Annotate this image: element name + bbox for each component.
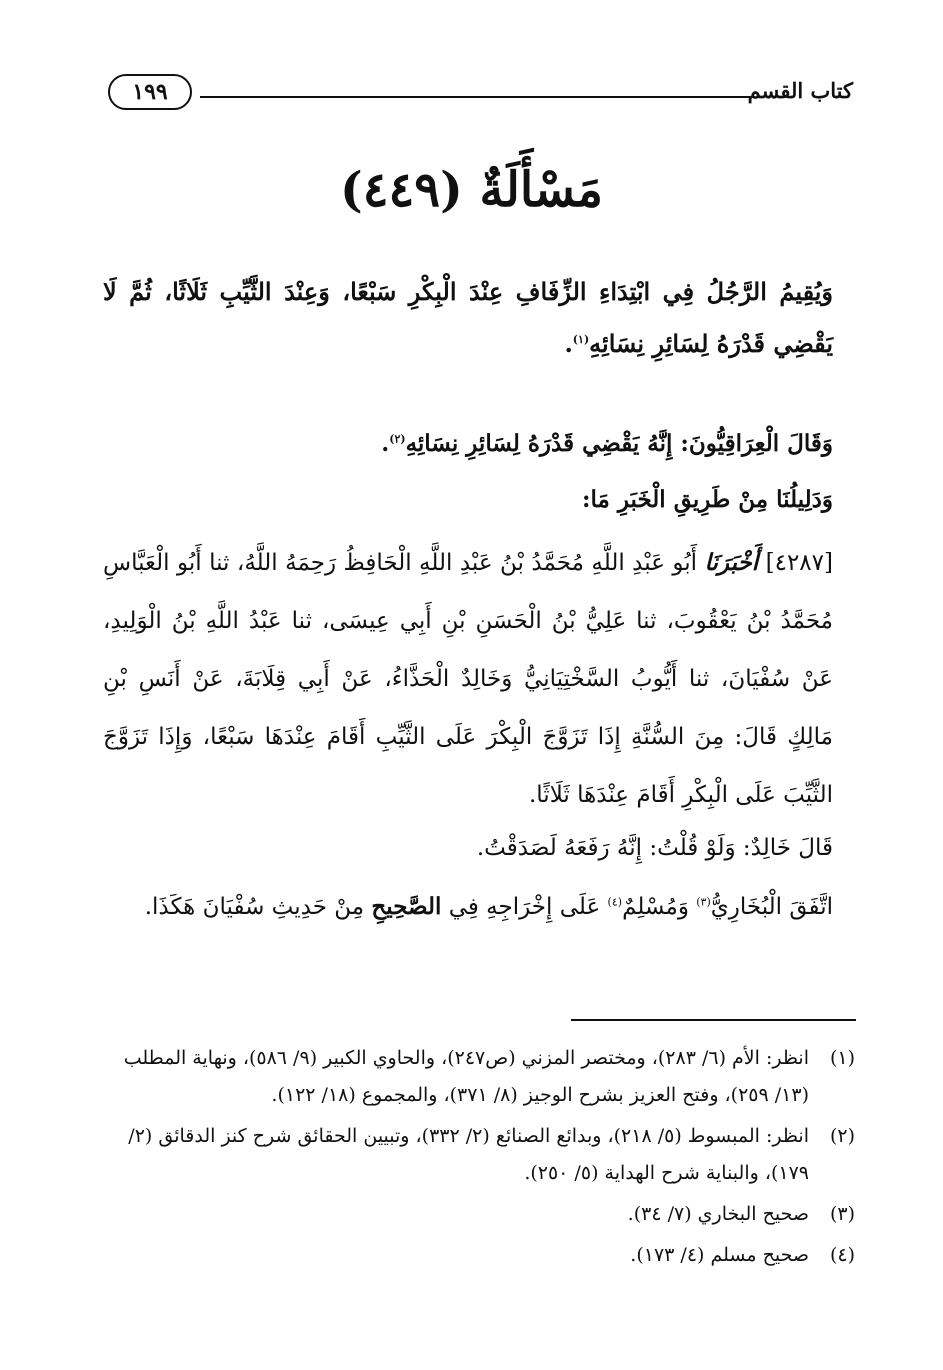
footnote-number: (٤) — [829, 1244, 855, 1266]
footnote — [115, 1237, 855, 1274]
footnote-number: (٢) — [829, 1125, 855, 1147]
footnote — [115, 1040, 855, 1114]
footnote-text: صحيح مسلم (٤/ ١٧٣). — [630, 1244, 809, 1266]
footnote-ref-2: (٢) — [389, 432, 406, 446]
footnote-text: انظر: الأم (٦/ ٢٨٣)، ومختصر المزني (ص٢٤٧)، والحاوي الكبير (٩/ ٥٨٦)، ونهاية المطلب (١٣/ ٢٥٩)، وفتح العزيز بشرح الوجيز (٨/ ٣٧١)، والمجموع (١٨/ ١٢٢). — [123, 1047, 809, 1106]
iraqi-opinion — [103, 418, 833, 470]
iraqi-text: وَقَالَ الْعِرَاقِيُّونَ: إِنَّهُ يَقْضِي قَدْرَهُ لِسَائِرِ نِسَائِهِ — [405, 430, 833, 457]
hadith-paragraph — [103, 534, 833, 824]
sahih-word: الصَّحِيحِ — [371, 893, 442, 920]
agreement-part-2: وَمُسْلِمٌ — [622, 894, 697, 920]
book-title: كتاب القسم — [747, 78, 853, 103]
issue-statement — [103, 266, 833, 370]
footnote-text: صحيح البخاري (٧/ ٣٤). — [627, 1203, 809, 1225]
footnote-ref-3: (٣) — [696, 895, 711, 909]
agreement-statement — [103, 876, 833, 938]
footnote — [115, 1196, 855, 1233]
evidence-intro: وَدَلِيلُنَا مِنْ طَرِيقِ الْخَبَرِ مَا: — [582, 486, 833, 513]
hadith-lead: أَخْبَرَنَا — [704, 549, 759, 576]
hadith-number: [٤٢٨٧] — [765, 550, 833, 576]
footnote-ref-4: (٤) — [607, 895, 623, 909]
agreement-part-1: اتَّفَقَ الْبُخَارِيُّ — [710, 894, 833, 920]
issue-title: مَسْأَلَةٌ (٤٤٩) — [340, 162, 603, 218]
agreement-part-3: عَلَى إِخْرَاجِهِ فِي — [441, 894, 608, 920]
page-header — [108, 72, 853, 120]
footnote-number: (١) — [829, 1047, 855, 1069]
issue-end: . — [564, 329, 573, 358]
khalid-statement: قَالَ خَالِدٌ: وَلَوْ قُلْتُ: إِنَّهُ رَفَعَهُ لَصَدَقْتُ. — [476, 835, 833, 861]
footnotes — [115, 1040, 855, 1278]
footnote-text: انظر: المبسوط (٥/ ٢١٨)، وبدائع الصنائع (٢/ ٣٣٢)، وتبيين الحقائق شرح كنز الدقائق (٢/ ١٧٩)، والبناية شرح الهداية (٥/ ٢٥٠). — [128, 1125, 809, 1184]
page-number: ١٩٩ — [108, 74, 192, 110]
footnote-ref-1: (١) — [572, 333, 590, 346]
hadith-text: أَبُو عَبْدِ اللَّهِ مُحَمَّدُ بْنُ عَبْدِ اللَّهِ الْحَافِظُ رَحِمَهُ اللَّهُ، ثنا أَبُو الْعَبَّاسِ مُحَمَّدُ بْنُ يَعْقُوبَ، ثنا عَلِيُّ بْنُ الْحَسَنِ بْنِ أَبِي عِيسَى، ثنا عَبْدُ اللَّهِ بْنُ الْوَلِيدِ، عَنْ سُفْيَانَ، ثنا أَيُّوبُ السَّخْتِيَانِيُّ وَخَالِدٌ الْحَذَّاءُ، عَنْ أَبِي قِلَابَةَ، عَنْ أَنَسِ بْنِ مَالِكٍ قَالَ: مِنَ السُّنَّةِ إِذَا تَزَوَّجَ الْبِكْرَ عَلَى الثَّيِّبِ أَقَامَ عِنْدَهَا سَبْعًا، وَإِذَا تَزَوَّجَ الثَّيِّبَ عَلَى الْبِكْرِ أَقَامَ عِنْدَهَا ثَلَاثًا. — [103, 550, 833, 808]
issue-text: وَيُقِيمُ الرَّجُلُ فِي ابْتِدَاءِ الزِّفَافِ عِنْدَ الْبِكْرِ سَبْعًا، وَعِنْدَ الثَّيِّبِ ثَلَاثًا، ثُمَّ لَا يَقْضِي قَدْرَهُ لِسَائِرِ نِسَائِهِ — [103, 277, 833, 358]
footnote-number: (٣) — [829, 1203, 855, 1225]
footnote — [115, 1118, 855, 1192]
agreement-part-4: مِنْ حَدِيثِ سُفْيَانَ هَكَذَا. — [144, 894, 372, 920]
iraqi-end: . — [381, 430, 390, 457]
header-rule — [200, 96, 753, 98]
footnote-rule — [571, 1019, 856, 1021]
